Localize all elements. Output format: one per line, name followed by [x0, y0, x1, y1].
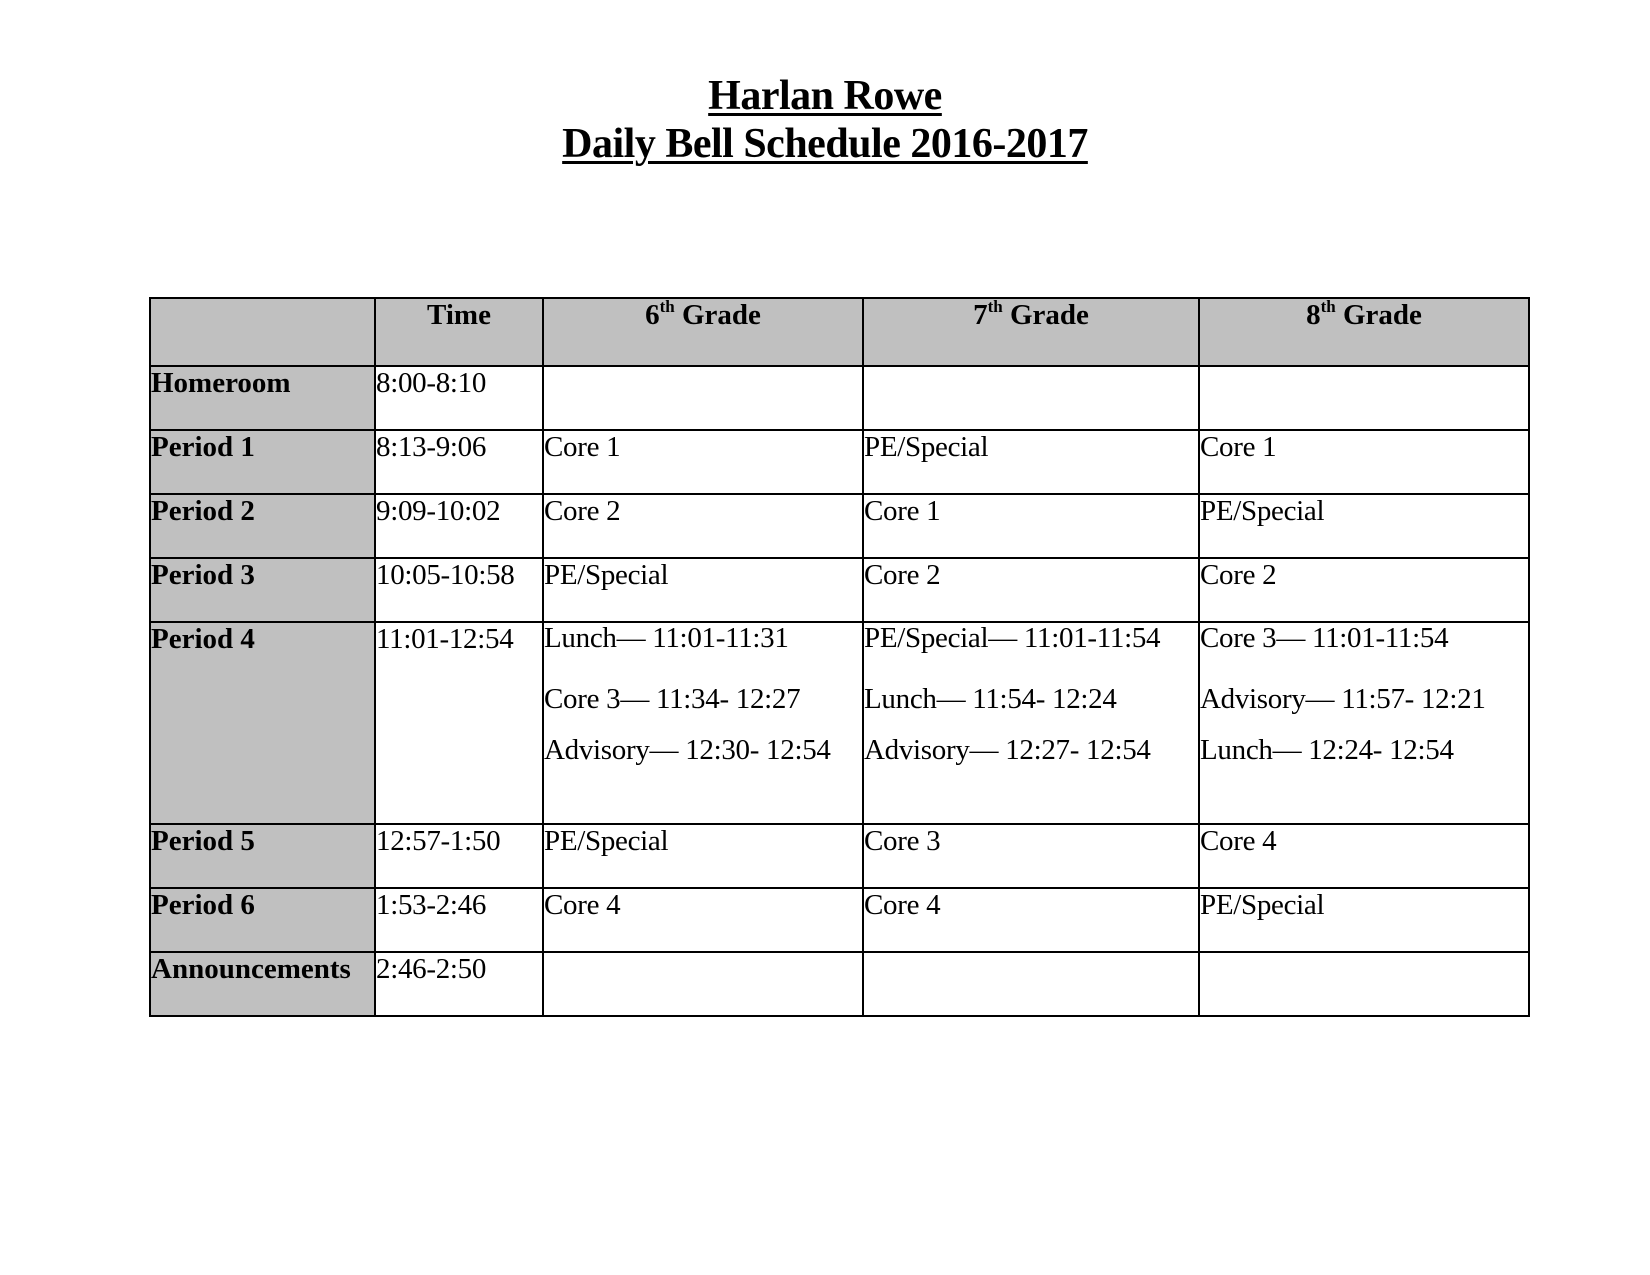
grade-6-cell [543, 622, 863, 824]
header-blank [150, 298, 375, 366]
table-row-period-3 [150, 558, 1529, 622]
table-row-period-5 [150, 824, 1529, 888]
grade-7-word: Grade [1002, 299, 1089, 331]
grade-6-cell [543, 952, 863, 1016]
row-time: 11:01-12:54 [375, 622, 543, 824]
grade-6-cell: Core 4 [543, 888, 863, 952]
row-label: Period 4 [150, 622, 375, 824]
grade-6-suffix: th [659, 297, 675, 316]
grade-8-cell [1199, 622, 1529, 824]
row-label: Period 2 [150, 494, 375, 558]
grade-6-cell: PE/Special [543, 824, 863, 888]
row-time: 12:57-1:50 [375, 824, 543, 888]
table-row-period-4 [150, 622, 1529, 824]
row-time: 1:53-2:46 [375, 888, 543, 952]
row-label: Period 3 [150, 558, 375, 622]
row-label: Period 1 [150, 430, 375, 494]
grade-8-number: 8 [1306, 299, 1321, 331]
grade-6-lunch-line: Lunch— 11:01-11:31 [544, 622, 789, 654]
table-row-period-1 [150, 430, 1529, 494]
grade-7-cell [863, 366, 1199, 430]
grade-7-cell [863, 952, 1199, 1016]
grade-7-pe-special-line: PE/Special— 11:01-11:54 [864, 622, 1161, 654]
grade-8-lunch-line: Lunch— 12:24- 12:54 [1200, 734, 1454, 766]
row-label: Announcements [150, 952, 375, 1016]
grade-7-cell: Core 1 [863, 494, 1199, 558]
grade-8-cell: Core 4 [1199, 824, 1529, 888]
grade-8-advisory-line: Advisory— 11:57- 12:21 [1200, 683, 1486, 715]
grade-6-cell: Core 1 [543, 430, 863, 494]
grade-7-cell: PE/Special [863, 430, 1199, 494]
grade-7-cell: Core 4 [863, 888, 1199, 952]
row-time: 8:00-8:10 [375, 366, 543, 430]
grade-6-core-3-line: Core 3— 11:34- 12:27 [544, 683, 801, 715]
grade-7-cell: Core 3 [863, 824, 1199, 888]
table-row-announcements [150, 952, 1529, 1016]
grade-8-cell: PE/Special [1199, 888, 1529, 952]
header-grade-8 [1199, 298, 1529, 366]
grade-6-advisory-line: Advisory— 12:30- 12:54 [544, 734, 831, 766]
grade-7-advisory-line: Advisory— 12:27- 12:54 [864, 734, 1151, 766]
grade-7-cell [863, 622, 1199, 824]
header-grade-7 [863, 298, 1199, 366]
grade-8-cell: Core 2 [1199, 558, 1529, 622]
header-time: Time [375, 298, 543, 366]
document-title-block [0, 72, 1650, 168]
grade-8-suffix: th [1320, 297, 1336, 316]
schedule-title: Daily Bell Schedule 2016-2017 [562, 121, 1088, 167]
table-row-period-6 [150, 888, 1529, 952]
grade-6-cell: Core 2 [543, 494, 863, 558]
grade-7-cell: Core 2 [863, 558, 1199, 622]
row-time: 10:05-10:58 [375, 558, 543, 622]
table-row-homeroom [150, 366, 1529, 430]
grade-6-cell: PE/Special [543, 558, 863, 622]
bell-schedule-table [149, 297, 1530, 1017]
grade-6-word: Grade [674, 299, 761, 331]
grade-8-core-3-line: Core 3— 11:01-11:54 [1200, 622, 1449, 654]
grade-8-cell [1199, 366, 1529, 430]
grade-6-cell [543, 366, 863, 430]
grade-8-cell: PE/Special [1199, 494, 1529, 558]
grade-8-cell: Core 1 [1199, 430, 1529, 494]
grade-8-word: Grade [1335, 299, 1422, 331]
table-row-period-2 [150, 494, 1529, 558]
row-label: Period 6 [150, 888, 375, 952]
row-label: Homeroom [150, 366, 375, 430]
grade-7-lunch-line: Lunch— 11:54- 12:24 [864, 683, 1117, 715]
row-time: 8:13-9:06 [375, 430, 543, 494]
grade-7-number: 7 [973, 299, 988, 331]
row-time: 2:46-2:50 [375, 952, 543, 1016]
grade-7-suffix: th [987, 297, 1003, 316]
grade-6-number: 6 [645, 299, 660, 331]
school-name: Harlan Rowe [708, 73, 942, 119]
grade-8-cell [1199, 952, 1529, 1016]
header-grade-6 [543, 298, 863, 366]
header-row [150, 298, 1529, 366]
row-time: 9:09-10:02 [375, 494, 543, 558]
row-label: Period 5 [150, 824, 375, 888]
